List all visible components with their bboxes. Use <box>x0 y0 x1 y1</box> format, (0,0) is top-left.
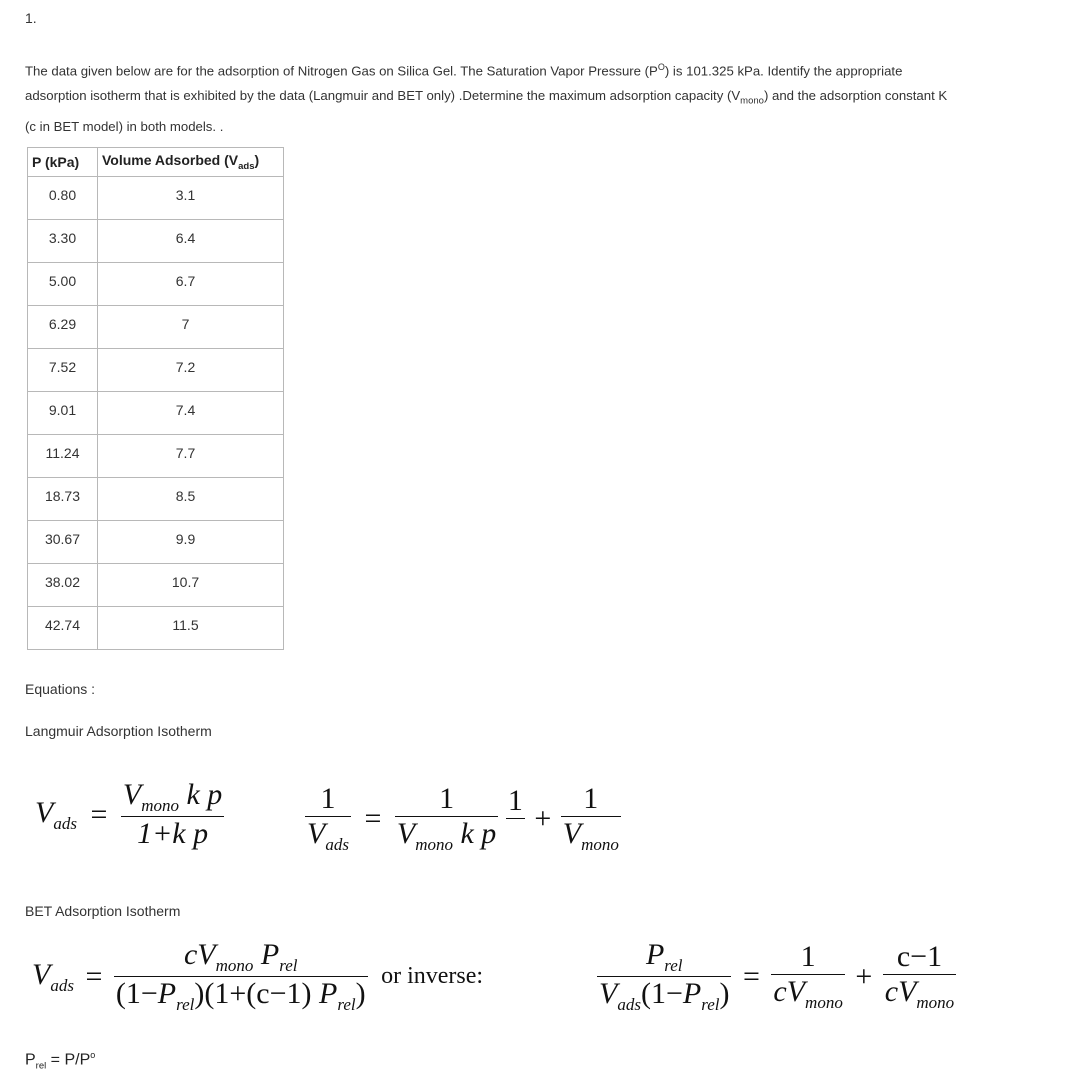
volume-cell: 7.2 <box>98 349 284 392</box>
volume-cell: 8.5 <box>98 478 284 521</box>
table-row <box>28 306 284 349</box>
question-text <box>25 55 1065 139</box>
table-row <box>28 521 284 564</box>
table-row <box>28 177 284 220</box>
table-row <box>28 435 284 478</box>
volume-cell: 6.4 <box>98 220 284 263</box>
table-header-row <box>28 148 284 177</box>
pressure-cell: 42.74 <box>28 607 98 650</box>
table-row <box>28 220 284 263</box>
header-volume: Volume Adsorbed $(V_{ads})$ <box>98 148 284 177</box>
table-row <box>28 263 284 306</box>
question-line-1: The data given below are for the adsorption of Nitrogen Gas on Silica Gel. The Saturation Vapor Pressure $(P^O)$ is 101.325 kPa. Identify the appropriate <box>25 62 903 79</box>
pressure-cell: 30.67 <box>28 521 98 564</box>
table-row <box>28 392 284 435</box>
pressure-cell: 5.00 <box>28 263 98 306</box>
volume-cell: 7 <box>98 306 284 349</box>
prel-definition: $P_{rel} = P/P^o$ <box>25 1050 96 1072</box>
volume-cell: 11.5 <box>98 607 284 650</box>
bet-inverse-equation: $\frac{P_{rel}}{V_{ads}(1-P_{rel})}$ = $\frac{1}{cV_{mono}}$ + $\frac{c-1}{cV_{mono}}$ <box>599 938 955 1014</box>
table-row <box>28 607 284 650</box>
volume-cell: 6.7 <box>98 263 284 306</box>
volume-cell: 7.7 <box>98 435 284 478</box>
volume-cell: 3.1 <box>98 177 284 220</box>
bet-label: BET Adsorption Isotherm <box>25 903 181 919</box>
volume-cell: 10.7 <box>98 564 284 607</box>
equations-label: Equations : <box>25 681 96 697</box>
pressure-cell: 6.29 <box>28 306 98 349</box>
bet-equation: $V_{ads}$ = $\frac{cV_{mono} P_{rel}}{(1-P_{rel})(1+(c-1) P_{rel})}$ or inverse: <box>32 938 484 1014</box>
adsorption-data-table <box>27 147 284 650</box>
table-row <box>28 349 284 392</box>
header-pressure: P (kPa) <box>28 148 98 177</box>
langmuir-inverse-equation: $\frac{1}{V_{ads}}$ = $\frac{1}{V_{mono} k p}$ 1 + $\frac{1}{V_{mono}}$ <box>307 782 619 854</box>
question-line-3: (c in BET model) in both models. . <box>25 119 224 135</box>
pressure-cell: 11.24 <box>28 435 98 478</box>
question-line-2: adsorption isotherm that is exhibited by the data (Langmuir and BET only) .Determine the maximum adsorption capacity $(V_{mono})$ and the adsorption constant K <box>25 88 948 108</box>
volume-cell: 9.9 <box>98 521 284 564</box>
langmuir-equation: $V_{ads}$ = $\frac{V_{mono} k p}{\text{1+k p}}$ <box>35 778 223 850</box>
pressure-cell: 0.80 <box>28 177 98 220</box>
pressure-cell: 3.30 <box>28 220 98 263</box>
pressure-cell: 38.02 <box>28 564 98 607</box>
table-row <box>28 478 284 521</box>
pressure-cell: 9.01 <box>28 392 98 435</box>
langmuir-label: Langmuir Adsorption Isotherm <box>25 723 212 739</box>
pressure-cell: 7.52 <box>28 349 98 392</box>
question-number: 1. <box>25 10 37 26</box>
table-row <box>28 564 284 607</box>
pressure-cell: 18.73 <box>28 478 98 521</box>
volume-cell: 7.4 <box>98 392 284 435</box>
